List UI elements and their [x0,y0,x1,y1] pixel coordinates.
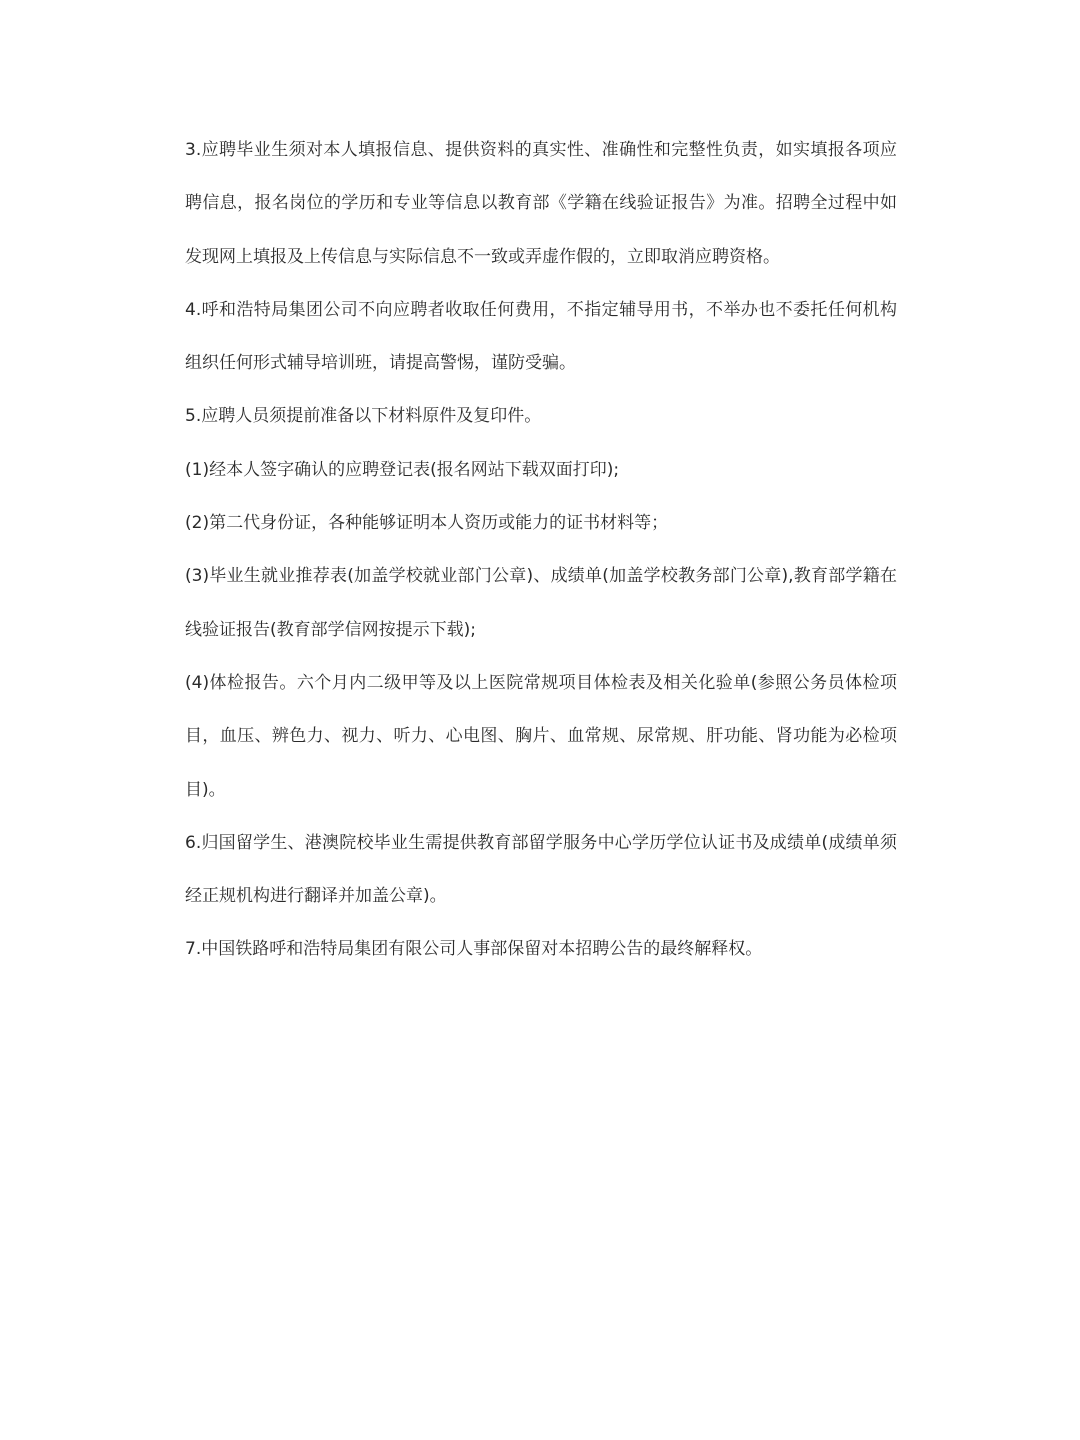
paragraph-item-7: 7.中国铁路呼和浩特局集团有限公司人事部保留对本招聘公告的最终解释权。 [185,939,763,960]
paragraph-item-3: 3.应聘毕业生须对本人填报信息、提供资料的真实性、准确性和完整性负责，如实填报各项应聘信息，报名岗位的学历和专业等信息以教育部《学籍在线验证报告》为准。招聘全过程中如发现网上填报及上传信息与实际信息不一致或弄虚作假的，立即取消应聘资格。 [185,140,897,267]
paragraph-subitem-2: (2)第二代身份证，各种能够证明本人资历或能力的证书材料等； [185,513,669,534]
paragraph-item-5: 5.应聘人员须提前准备以下材料原件及复印件。 [185,406,542,427]
paragraph-subitem-1: (1)经本人签字确认的应聘登记表(报名网站下载双面打印); [185,459,620,480]
paragraph-item-6: 6.归国留学生、港澳院校毕业生需提供教育部留学服务中心学历学位认证书及成绩单(成绩单须经正规机构进行翻译并加盖公章)。 [185,832,897,907]
paragraph-item-4: 4.呼和浩特局集团公司不向应聘者收取任何费用，不指定辅导用书，不举办也不委托任何机构组织任何形式辅导培训班，请提高警惕，谨防受骗。 [185,299,897,374]
paragraph-subitem-3: (3)毕业生就业推荐表(加盖学校就业部门公章)、成绩单(加盖学校教务部门公章),教育部学籍在线验证报告(教育部学信网按提示下载); [185,566,897,640]
paragraph-subitem-4: (4)体检报告。六个月内二级甲等及以上医院常规项目体检表及相关化验单(参照公务员体检项目，血压、辨色力、视力、听力、心电图、胸片、血常规、尿常规、肝功能、肾功能为必检项目)。 [185,672,897,800]
document-page [185,124,897,977]
